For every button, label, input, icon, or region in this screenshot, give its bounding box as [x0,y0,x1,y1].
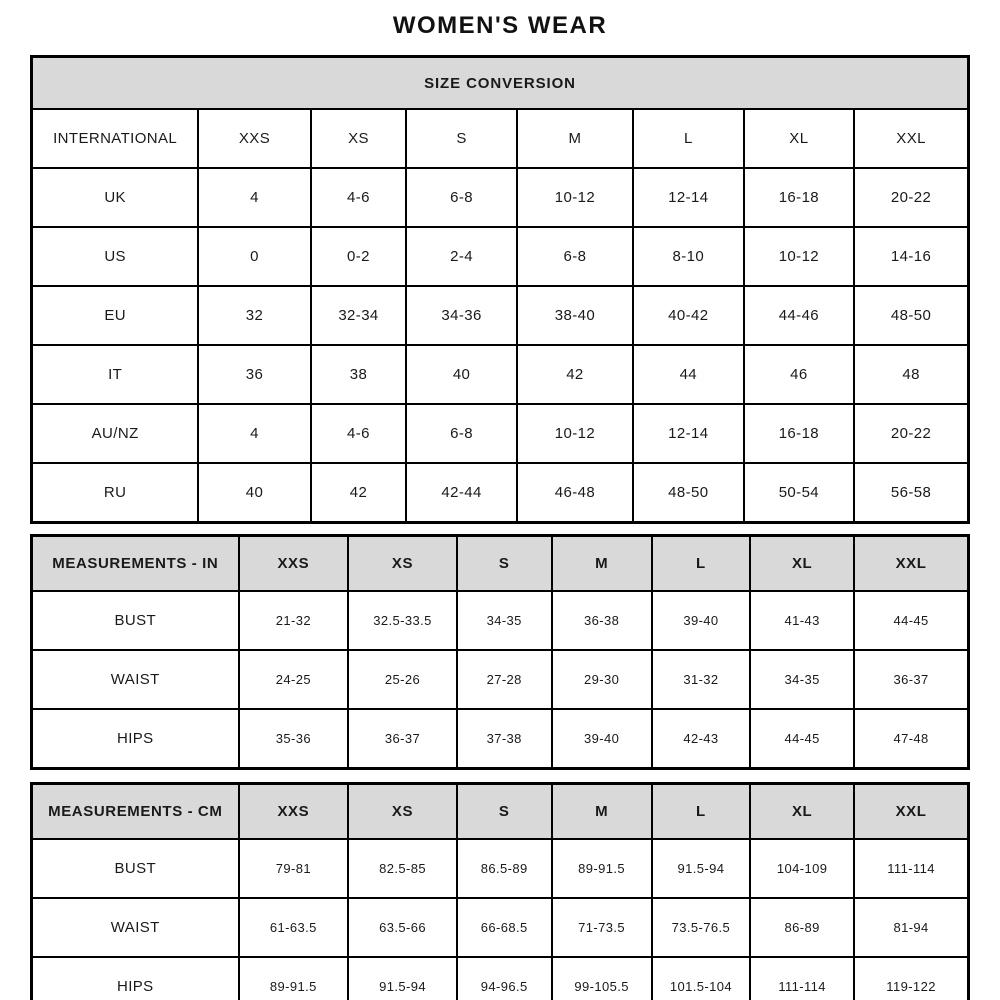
value-cell: 46-48 [517,463,633,523]
size-column-header: S [457,536,552,592]
table-row [32,168,969,227]
value-cell: 47-48 [854,709,968,769]
value-cell: 82.5-85 [348,839,457,898]
value-cell: 34-35 [750,650,854,709]
value-cell: 20-22 [854,168,968,227]
value-cell: 89-91.5 [239,957,349,1000]
value-cell: 86-89 [750,898,854,957]
size-column-header: XS [348,784,457,840]
value-cell: 32-34 [311,286,407,345]
value-cell: 71-73.5 [552,898,652,957]
size-conversion-table [30,55,970,524]
value-cell: 2-4 [406,227,517,286]
row-label: RU [32,463,199,523]
row-label: US [32,227,199,286]
value-cell: 16-18 [744,404,855,463]
row-label: WAIST [32,898,239,957]
row-label: EU [32,286,199,345]
row-label: BUST [32,839,239,898]
value-cell: 40-42 [633,286,744,345]
row-label: HIPS [32,709,239,769]
size-column-header: M [552,536,652,592]
size-column-header: XXS [198,109,310,168]
value-cell: 46 [744,345,855,404]
value-cell: 24-25 [239,650,349,709]
measurements-in-table-container [30,534,970,770]
value-cell: 10-12 [517,168,633,227]
value-cell: 36-37 [348,709,457,769]
value-cell: 31-32 [652,650,750,709]
value-cell: 27-28 [457,650,552,709]
table-row [32,286,969,345]
size-column-header: M [552,784,652,840]
value-cell: 44-46 [744,286,855,345]
measurements-cm-table-container [30,782,970,1000]
table-gap [30,524,970,534]
row-label: WAIST [32,650,239,709]
size-column-header: XL [744,109,855,168]
value-cell: 63.5-66 [348,898,457,957]
value-cell: 40 [198,463,310,523]
value-cell: 44-45 [854,591,968,650]
size-conversion-table-container [30,55,970,524]
table-row [32,898,969,957]
size-chart-page [30,0,970,1000]
value-cell: 37-38 [457,709,552,769]
table-row [32,463,969,523]
value-cell: 73.5-76.5 [652,898,750,957]
table-row [32,650,969,709]
value-cell: 42 [311,463,407,523]
value-cell: 32.5-33.5 [348,591,457,650]
value-cell: 25-26 [348,650,457,709]
value-cell: 36-37 [854,650,968,709]
row-label: UK [32,168,199,227]
size-column-header: S [406,109,517,168]
value-cell: 38 [311,345,407,404]
value-cell: 44-45 [750,709,854,769]
size-column-header: XXS [239,536,349,592]
value-cell: 6-8 [517,227,633,286]
size-column-header: S [457,784,552,840]
value-cell: 42 [517,345,633,404]
value-cell: 38-40 [517,286,633,345]
value-cell: 39-40 [552,709,652,769]
value-cell: 81-94 [854,898,968,957]
value-cell: 101.5-104 [652,957,750,1000]
value-cell: 0-2 [311,227,407,286]
table-row [32,709,969,769]
value-cell: 36 [198,345,310,404]
value-cell: 12-14 [633,168,744,227]
value-cell: 48-50 [633,463,744,523]
value-cell: 34-36 [406,286,517,345]
value-cell: 6-8 [406,404,517,463]
value-cell: 111-114 [854,839,968,898]
value-cell: 4-6 [311,404,407,463]
value-cell: 91.5-94 [652,839,750,898]
row-label: HIPS [32,957,239,1000]
table-row [32,345,969,404]
page-title: WOMEN'S WEAR [392,12,608,39]
value-cell: 8-10 [633,227,744,286]
value-cell: 4 [198,168,310,227]
table-row [32,591,969,650]
value-cell: 29-30 [552,650,652,709]
value-cell: 4 [198,404,310,463]
table-row [32,227,969,286]
size-conversion-table-title: SIZE CONVERSION [32,57,969,110]
value-cell: 42-43 [652,709,750,769]
size-conversion-table-header-row [32,109,969,168]
value-cell: 39-40 [652,591,750,650]
value-cell: 56-58 [854,463,968,523]
value-cell: 44 [633,345,744,404]
table-row [32,404,969,463]
value-cell: 12-14 [633,404,744,463]
size-conversion-table-title-row [32,57,969,110]
value-cell: 99-105.5 [552,957,652,1000]
value-cell: 34-35 [457,591,552,650]
value-cell: 40 [406,345,517,404]
value-cell: 79-81 [239,839,349,898]
value-cell: 35-36 [239,709,349,769]
measurements-cm-table-header-label: MEASUREMENTS - CM [32,784,239,840]
value-cell: 32 [198,286,310,345]
value-cell: 91.5-94 [348,957,457,1000]
value-cell: 86.5-89 [457,839,552,898]
value-cell: 21-32 [239,591,349,650]
value-cell: 14-16 [854,227,968,286]
size-column-header: M [517,109,633,168]
size-column-header: XS [348,536,457,592]
value-cell: 20-22 [854,404,968,463]
measurements-in-table [30,534,970,770]
value-cell: 48-50 [854,286,968,345]
value-cell: 16-18 [744,168,855,227]
value-cell: 6-8 [406,168,517,227]
value-cell: 10-12 [744,227,855,286]
table-row [32,957,969,1000]
value-cell: 4-6 [311,168,407,227]
measurements-in-table-header-label: MEASUREMENTS - IN [32,536,239,592]
measurements-in-table-header-row [32,536,969,592]
value-cell: 42-44 [406,463,517,523]
size-column-header: XXS [239,784,349,840]
size-column-header: XXL [854,784,968,840]
size-column-header: XXL [854,536,968,592]
table-gap [30,770,970,782]
value-cell: 111-114 [750,957,854,1000]
size-column-header: L [652,784,750,840]
value-cell: 0 [198,227,310,286]
size-column-header: L [633,109,744,168]
value-cell: 61-63.5 [239,898,349,957]
value-cell: 89-91.5 [552,839,652,898]
value-cell: 66-68.5 [457,898,552,957]
measurements-cm-table [30,782,970,1000]
row-label: BUST [32,591,239,650]
row-label: IT [32,345,199,404]
size-column-header: XXL [854,109,968,168]
table-row [32,839,969,898]
value-cell: 36-38 [552,591,652,650]
value-cell: 119-122 [854,957,968,1000]
size-column-header: XS [311,109,407,168]
value-cell: 94-96.5 [457,957,552,1000]
measurements-cm-table-header-row [32,784,969,840]
size-column-header: XL [750,536,854,592]
value-cell: 41-43 [750,591,854,650]
size-conversion-table-header-label: INTERNATIONAL [32,109,199,168]
row-label: AU/NZ [32,404,199,463]
value-cell: 10-12 [517,404,633,463]
value-cell: 104-109 [750,839,854,898]
value-cell: 48 [854,345,968,404]
size-column-header: L [652,536,750,592]
size-column-header: XL [750,784,854,840]
value-cell: 50-54 [744,463,855,523]
